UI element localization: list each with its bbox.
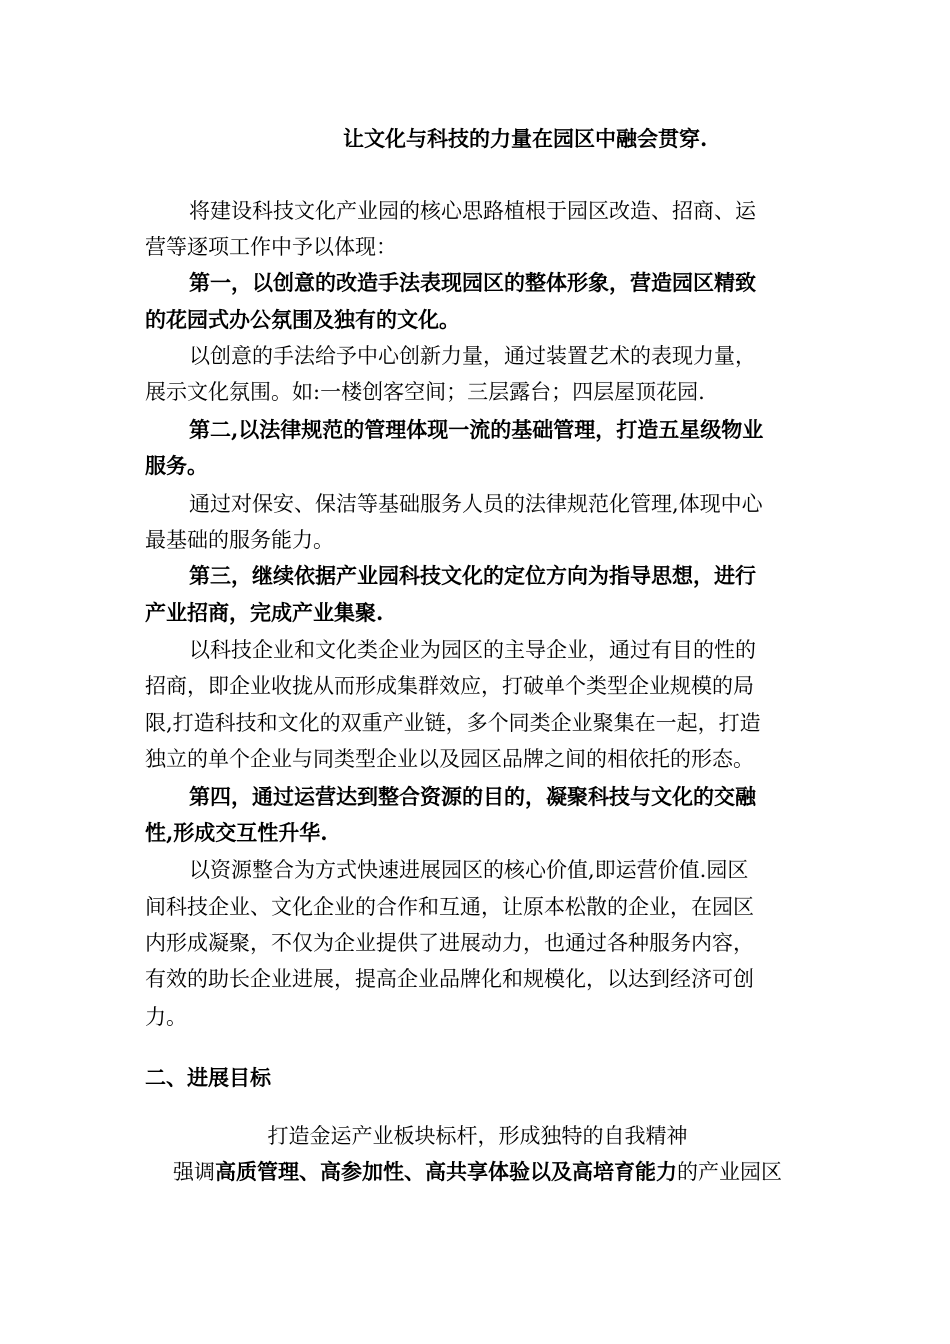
- point-3-body-line-2: 招商，即企业收拢从而形成集群效应，打破单个类型企业规模的局: [145, 674, 754, 698]
- point-2-heading-line-2: 服务。: [145, 453, 208, 478]
- slogan-line-2: [145, 1157, 810, 1187]
- point-4-body-line-1: 以资源整合为方式快速进展园区的核心价值,即运营价值.园区: [189, 858, 749, 882]
- point-3-body-line-3: 限,打造科技和文化的双重产业链，多个同类企业聚集在一起，打造: [145, 711, 761, 735]
- section-heading: 二、进展目标: [145, 1065, 271, 1090]
- point-4-body-line-5: 力。: [145, 1005, 187, 1029]
- slogan-line-1: 打造金运产业板块标杆，形成独特的自我精神: [267, 1124, 688, 1148]
- point-2-body-line-1: 通过对保安、保洁等基础服务人员的法律规范化管理,体现中心: [189, 492, 763, 516]
- slogan-line-2-suffix: 的产业园区: [677, 1160, 782, 1184]
- point-4-heading-line-2: 性,形成交互性升华.: [145, 820, 328, 845]
- point-3-body-line-1: 以科技企业和文化类企业为园区的主导企业，通过有目的性的: [189, 638, 756, 662]
- slogan-line-2-emphasis: 高质管理、高参加性、高共享体验以及高培育能力: [215, 1159, 677, 1184]
- intro-line-1: 将建设科技文化产业园的核心思路植根于园区改造、招商、运: [189, 199, 756, 223]
- point-1-heading-line-2: 的花园式办公氛围及独有的文化。: [145, 307, 460, 332]
- point-4-body-line-4: 有效的助长企业进展，提高企业品牌化和规模化，以达到经济可创: [145, 967, 754, 991]
- slogan-line-2-prefix: 强调: [173, 1160, 215, 1184]
- point-2-body-line-2: 最基础的服务能力。: [145, 528, 334, 552]
- point-3-heading-line-1: 第三，继续依据产业园科技文化的定位方向为指导思想，进行: [189, 563, 756, 588]
- point-3-heading-line-2: 产业招商，完成产业集聚.: [145, 600, 384, 625]
- point-3-body-line-4: 独立的单个企业与同类型企业以及园区品牌之间的相依托的形态。: [145, 747, 754, 771]
- point-1-heading-line-1: 第一，以创意的改造手法表现园区的整体形象，营造园区精致: [189, 270, 756, 295]
- point-4-heading-line-1: 第四，通过运营达到整合资源的目的，凝聚科技与文化的交融: [189, 784, 756, 809]
- point-2-heading-line-1: 第二,以法律规范的管理体现一流的基础管理，打造五星级物业: [189, 417, 764, 442]
- point-1-body-line-2: 展示文化氛围。如:一楼创客空间；三层露台；四层屋顶花园.: [145, 380, 705, 404]
- point-1-body-line-1: 以创意的手法给予中心创新力量，通过装置艺术的表现力量，: [189, 344, 756, 368]
- intro-line-2: 营等逐项工作中予以体现：: [145, 235, 397, 259]
- point-4-body-line-3: 内形成凝聚，不仅为企业提供了进展动力，也通过各种服务内容，: [145, 931, 754, 955]
- point-4-body-line-2: 间科技企业、文化企业的合作和互通，让原本松散的企业，在园区: [145, 895, 754, 919]
- document-title: 让文化与科技的力量在园区中融会贯穿.: [343, 126, 708, 151]
